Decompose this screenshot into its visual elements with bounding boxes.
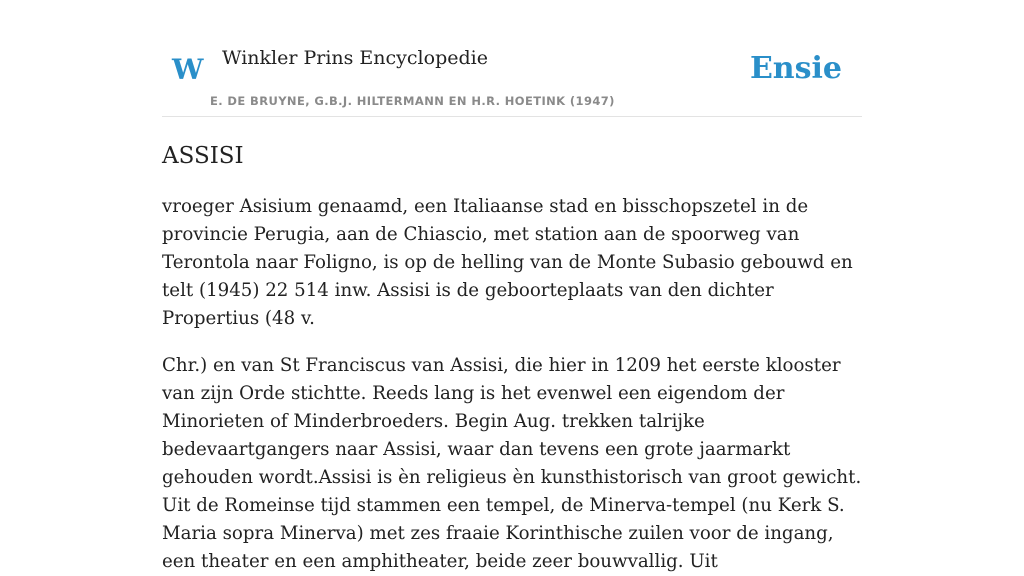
article-paragraph: Chr.) en van St Franciscus van Assisi, die hier in 1209 het eerste klooster van zijn Orde stichtte. Reeds lang is het evenwel een eigendom der Minorieten of Minderbroeders. Begin Aug. trekken talrijke bedevaartgangers naar Assisi, waar dan tevens een grote jaarmarkt gehouden wordt.Assisi is èn religieus èn kunsthistorisch van groot gewicht. Uit de Romeinse tijd stammen een tempel, de Minerva-tempel (nu Kerk S. Maria sopra Minerva) met zes fraaie Korinthische zuilen voor de ingang, een theater en een amphitheater, beide zeer bouwvallig. Uit (162, 355, 862, 572)
source-authors: E. DE BRUYNE, G.B.J. HILTERMANN EN H.R. HOETINK (1947) (210, 94, 615, 108)
encyclopedia-logo-icon[interactable]: W (172, 53, 204, 86)
article-body (162, 193, 862, 576)
article-title: ASSISI (162, 143, 244, 169)
article-paragraph: vroeger Asisium genaamd, een Italiaanse stad en bisschopszetel in de provincie Perugia, aan de Chiascio, met station aan de spoorweg van Terontola naar Foligno, is op de helling van de Monte Subasio gebouwd en telt (1945) 22 514 inw. Assisi is de geboorteplaats van den dichter Propertius (48 v. (162, 196, 853, 329)
source-title[interactable]: Winkler Prins Encyclopedie (222, 47, 488, 69)
page (162, 0, 862, 576)
source-header (162, 0, 862, 117)
ensie-brand-link[interactable]: Ensie (749, 51, 842, 86)
